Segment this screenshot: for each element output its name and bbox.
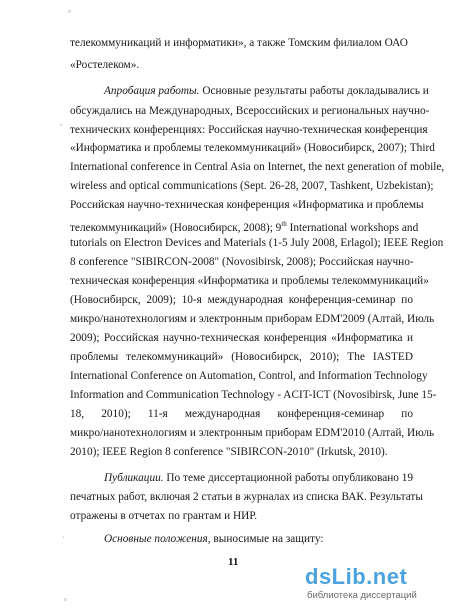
scan-speck: ˙ [62,535,65,544]
text-line: Российская научно-техническая конференция «Информатика и проблемы [70,199,424,211]
text-line: микро/нанотехнологиям и электронным приборам EDM'2009 (Алтай, Июль [70,313,435,325]
text-line: телекоммуникаций и информатики», а также Томским филиалом ОАО [70,37,408,49]
text-line: (Новосибирск, 2009); 10-я международная конференция-семинар по [70,294,413,306]
text-line: tutorials on Electron Devices and Materials (1-5 July 2008, Erlagol); IEEE Region [70,237,444,249]
text-line: проблемы телекоммуникаций» (Новосибирск, 2010); The IASTED [70,351,413,363]
text-line: 8 conference "SIBIRCON-2008" (Novosibirsk, 2008); Российская научно- [70,256,414,268]
watermark-subtitle: библиотека диссертаций [307,590,417,601]
text-line: обсуждались на Международных, Всероссийских и региональных научно- [70,105,430,117]
main-provisions-line: Основные положения, выносимые на защиту: [104,533,324,545]
approbation-heading-line: Апробация работы. Основные результаты работы докладывались и [104,85,429,97]
approbation-label: Апробация работы. [104,85,200,97]
text-line: печатных работ, включая 2 статьи в журналах из списка ВАК. Результаты [70,491,423,503]
text-line: телекоммуникаций» (Новосибирск, 2008); 9th International workshops and [70,220,419,234]
text-line: «Ростелеком». [70,59,140,71]
publications-label: Публикации. [104,472,164,484]
scan-speck: ▫ [68,7,71,16]
text-line: 18, 2010); 11-я международная конференция-семинар по [70,408,413,420]
main-provisions-label: Основные положения, [104,533,211,545]
text-line: International conference in Central Asia on Internet, the next generation of mobile, [70,161,445,173]
text-line: технических конференциях: Российская научно-техническая конференция [70,124,428,136]
text-line: «Информатика и проблемы телекоммуникаций» (Новосибирск, 2007); Third [70,142,435,154]
text-line: International Conference on Automation, Control, and Information Technology [70,370,428,382]
watermark [305,564,440,602]
text-line: Information and Communication Technology - ACIT-ICT (Novosibirsk, June 15- [70,389,437,401]
publications-heading-line: Публикации. По теме диссертационной работы опубликовано 19 [104,472,414,484]
watermark-logo: dsLib.net [305,564,408,589]
text-line: отражены в отчетах по грантам и НИР. [70,510,258,522]
scan-speck: ▫ [64,595,67,604]
scan-speck: ˛ [60,117,63,126]
page-number: 11 [228,556,239,568]
text-line: wireless and optical communications (Sept. 26-28, 2007, Tashkent, Uzbekistan); [70,180,434,192]
text-line: микро/нанотехнологиям и электронным приборам EDM'2010 (Алтай, Июль [70,427,435,439]
text-line: техническая конференция «Информатика и проблемы телекоммуникаций» [70,275,429,287]
text-line: 2010); IEEE Region 8 conference "SIBIRCON-2010" (Irkutsk, 2010). [70,446,388,458]
text-line: 2009); Российская научно-техническая конференция «Информатика и [70,332,413,344]
